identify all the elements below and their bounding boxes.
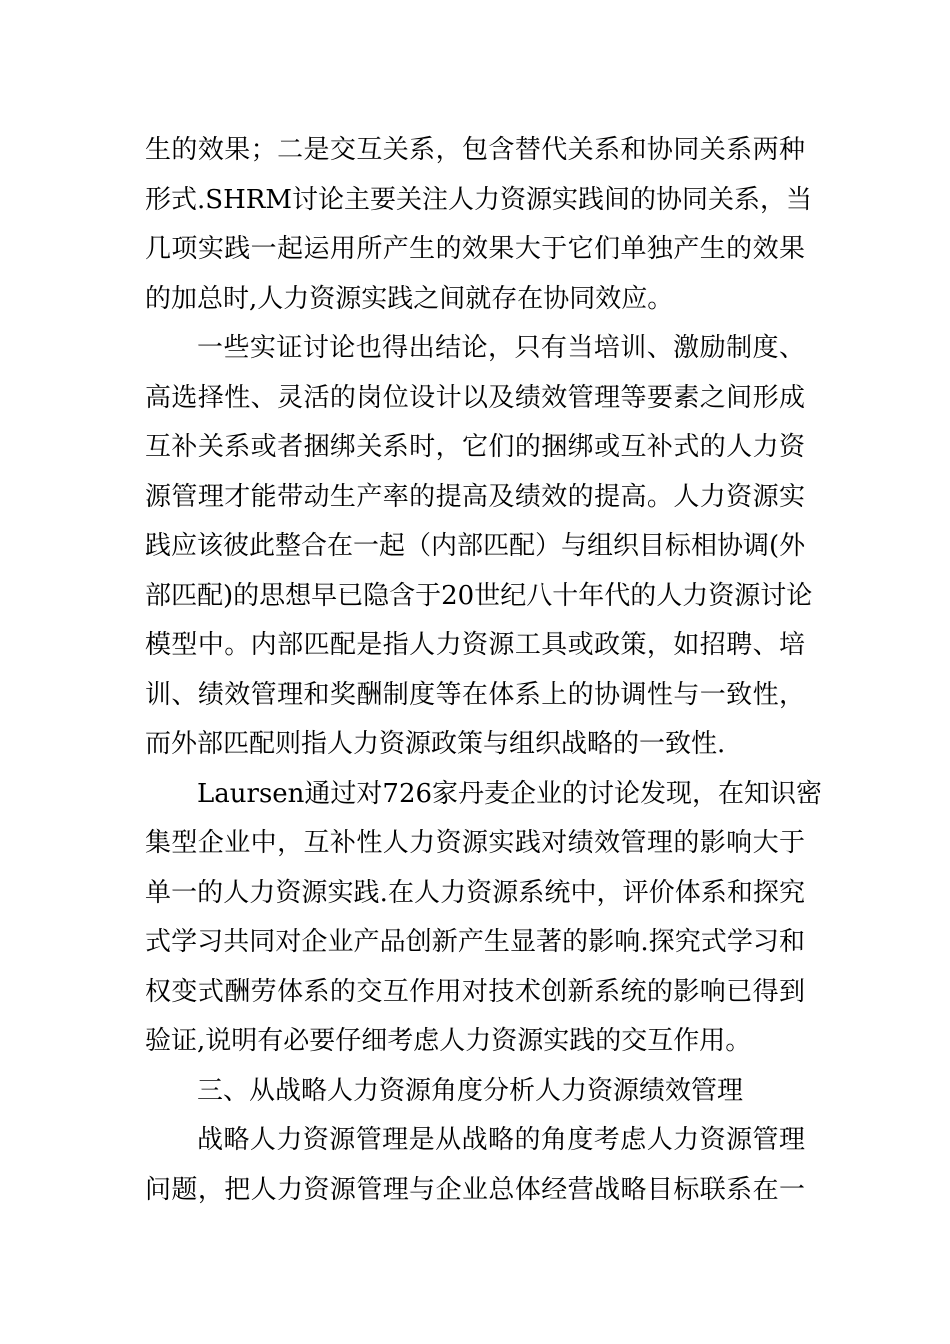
- text-line: 践应该彼此整合在一起（内部匹配）与组织目标相协调(外: [145, 531, 806, 561]
- text-line: 单一的人力资源实践.在人力资源系统中，评价体系和探究: [145, 877, 805, 908]
- text-line: 而外部匹配则指人力资源政策与组织战略的一致性.: [145, 729, 726, 759]
- text-line: 生的效果；二是交互关系，包含替代关系和协同关系两种: [145, 135, 805, 165]
- text-line: 高选择性、灵活的岗位设计以及绩效管理等要素之间形成: [145, 382, 805, 413]
- text-line: 互补关系或者捆绑关系时，它们的捆绑或互补式的人力资: [145, 432, 805, 462]
- heading-text: 三、从战略人力资源角度分析人力资源绩效管理: [197, 1075, 744, 1106]
- text-line: 的加总时,人力资源实践之间就存在协同效应。: [145, 283, 674, 314]
- document-body: [145, 126, 823, 1215]
- text-line: 权变式酬劳体系的交互作用对技术创新系统的影响已得到: [145, 976, 805, 1007]
- text-line: 验证,说明有必要仔细考虑人力资源实践的交互作用。: [145, 1026, 752, 1056]
- text-line: 形式.SHRM讨论主要关注人力资源实践间的协同关系，当: [145, 184, 812, 215]
- paragraph-5: [145, 1116, 805, 1215]
- paragraph-2: [145, 324, 813, 770]
- text-line: 几项实践一起运用所产生的效果大于它们单独产生的效果: [145, 234, 805, 264]
- text-line: 源管理才能带动生产率的提高及绩效的提高。人力资源实: [145, 481, 805, 512]
- text-line: 部匹配)的思想早已隐含于20世纪八十年代的人力资源讨论: [145, 580, 813, 611]
- text-line: 战略人力资源管理是从战略的角度考虑人力资源管理: [197, 1125, 805, 1155]
- text-line: 式学习共同对企业产品创新产生显著的影响.探究式学习和: [145, 927, 805, 957]
- paragraph-1: [145, 126, 812, 324]
- section-heading: [145, 1067, 805, 1117]
- text-line: 一些实证讨论也得出结论，只有当培训、激励制度、: [197, 333, 805, 363]
- paragraph-3: [145, 770, 823, 1067]
- text-line: Laursen通过对726家丹麦企业的讨论发现，在知识密: [197, 778, 823, 809]
- text-line: 集型企业中，互补性人力资源实践对绩效管理的影响大于: [145, 828, 805, 858]
- text-line: 训、绩效管理和奖酬制度等在体系上的协调性与一致性，: [145, 679, 805, 710]
- text-line: 模型中。内部匹配是指人力资源工具或政策，如招聘、培: [145, 630, 805, 660]
- text-line: 问题，把人力资源管理与企业总体经营战略目标联系在一: [145, 1174, 805, 1205]
